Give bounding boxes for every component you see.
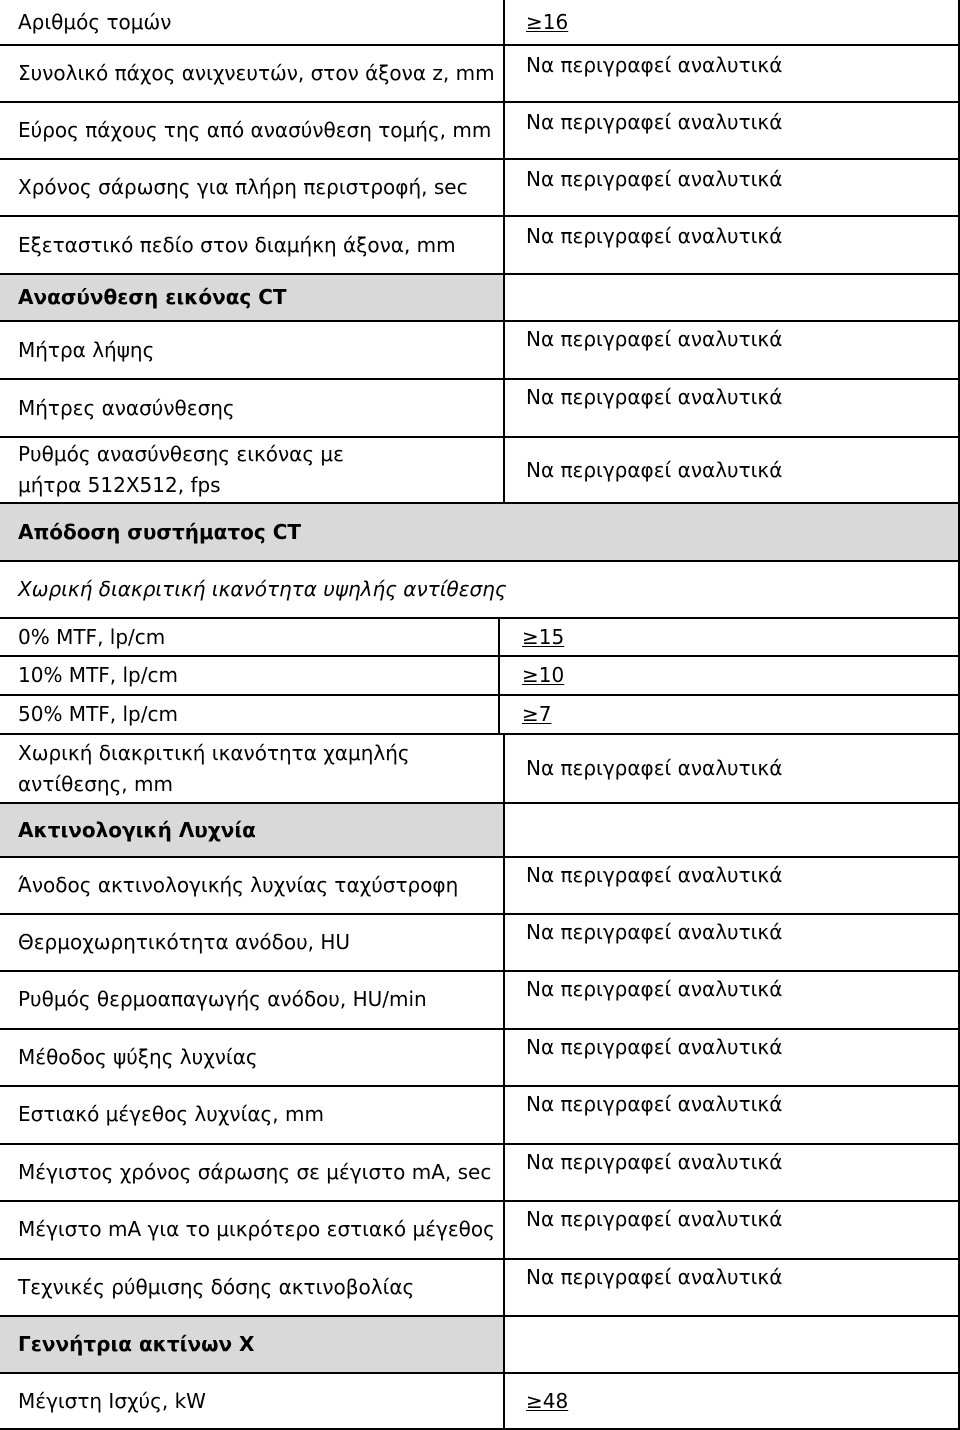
subsection-title: Χωρική διακριτική ικανότητα υψηλής αντίθεσης (18, 577, 507, 601)
table-row (0, 915, 960, 972)
spec-label: 0% MTF, lp/cm (18, 624, 166, 649)
spec-value: Να περιγραφεί αναλυτικά (503, 160, 960, 215)
spec-label: Θερμοχωρητικότητα ανόδου, HU (18, 930, 351, 954)
spec-label: Αριθμός τομών (18, 9, 172, 34)
table-row (0, 619, 960, 657)
table-row (0, 160, 960, 217)
table-row (0, 657, 960, 696)
table-row (0, 380, 960, 438)
spec-value: Να περιγραφεί αναλυτικά (503, 438, 960, 502)
section-title: Γεννήτρια ακτίνων Χ (18, 1332, 255, 1356)
spec-label: Χρόνος σάρωσης για πλήρη περιστροφή, sec (18, 175, 468, 199)
spec-label: 10% MTF, lp/cm (18, 663, 178, 687)
section-header-generator (0, 1317, 960, 1374)
spec-value-text: ≥10 (522, 663, 565, 687)
table-row (0, 1260, 960, 1317)
spec-value: Να περιγραφεί αναλυτικά (503, 858, 960, 913)
spec-label: Ρυθμός θερμοαπαγωγής ανόδου, HU/min (18, 987, 427, 1011)
table-row (0, 972, 960, 1030)
spec-value: Να περιγραφεί αναλυτικά (503, 915, 960, 970)
spec-value: Να περιγραφεί αναλυτικά (503, 1030, 960, 1085)
spec-label: Ρυθμός ανασύνθεσης εικόνας με μήτρα 512X512, fps (18, 442, 344, 497)
spec-label: Εξεταστικό πεδίο στον διαμήκη άξονα, mm (18, 232, 456, 257)
spec-value-text: ≥16 (526, 9, 569, 34)
spec-value-text: ≥48 (526, 1388, 569, 1413)
section-empty (503, 275, 960, 320)
spec-value: Να περιγραφεί αναλυτικά (503, 1260, 960, 1315)
spec-value: Να περιγραφεί αναλυτικά (503, 217, 960, 273)
spec-value: Να περιγραφεί αναλυτικά (503, 1202, 960, 1258)
spec-label: Μέγιστη Ισχύς, kW (18, 1388, 206, 1413)
spec-label: Χωρική διακριτική ικανότητα χαμηλής αντίθεσης, mm (18, 740, 410, 796)
table-row (0, 438, 960, 504)
table-row (0, 696, 960, 735)
table-row (0, 1087, 960, 1145)
spec-label: Τεχνικές ρύθμισης δόσης ακτινοβολίας (18, 1275, 415, 1299)
section-header-performance (0, 504, 960, 562)
spec-label: Εστιακό μέγεθος λυχνίας, mm (18, 1102, 324, 1126)
spec-label: Μήτρες ανασύνθεσης (18, 395, 235, 420)
table-row (0, 1202, 960, 1260)
table-row (0, 735, 960, 804)
section-header-recon (0, 275, 960, 322)
section-title: Ακτινολογική Λυχνία (18, 817, 256, 842)
spec-value: Να περιγραφεί αναλυτικά (503, 1145, 960, 1200)
table-row (0, 217, 960, 275)
spec-label: Μήτρα λήψης (18, 337, 155, 362)
section-title: Απόδοση συστήματος CT (0, 504, 960, 560)
spec-value: Να περιγραφεί αναλυτικά (503, 380, 960, 436)
subsection-header (0, 562, 960, 619)
spec-value: Να περιγραφεί αναλυτικά (503, 1087, 960, 1143)
spec-value (498, 619, 960, 655)
table-row (0, 858, 960, 915)
spec-value (498, 657, 960, 694)
spec-label: Μέγιστο mA για το μικρότερο εστιακό μέγεθος (18, 1217, 495, 1241)
spec-value: Να περιγραφεί αναλυτικά (503, 46, 960, 101)
spec-value: Να περιγραφεί αναλυτικά (503, 103, 960, 158)
spec-label: Μέθοδος ψύξης λυχνίας (18, 1045, 258, 1069)
spec-label: Συνολικό πάχος ανιχνευτών, στον άξονα z, mm (18, 61, 495, 85)
table-row (0, 1030, 960, 1087)
table-row (0, 322, 960, 380)
table-row (0, 1145, 960, 1202)
section-empty (503, 804, 960, 856)
spec-value (503, 1374, 960, 1428)
section-empty (503, 1317, 960, 1372)
spec-label: 50% MTF, lp/cm (18, 702, 178, 726)
spec-value: Να περιγραφεί αναλυτικά (503, 735, 960, 802)
spec-label: Εύρος πάχους της από ανασύνθεση τομής, mm (18, 118, 492, 142)
spec-value: Να περιγραφεί αναλυτικά (503, 972, 960, 1028)
spec-value-text: ≥7 (522, 702, 552, 726)
section-title: Ανασύνθεση εικόνας CT (18, 285, 287, 309)
table-row (0, 46, 960, 103)
section-header-tube (0, 804, 960, 858)
spec-label: Άνοδος ακτινολογικής λυχνίας ταχύστροφη (18, 873, 459, 897)
spec-value-text: ≥15 (522, 624, 565, 649)
table-row (0, 103, 960, 160)
spec-label: Μέγιστος χρόνος σάρωσης σε μέγιστο mA, sec (18, 1160, 492, 1184)
spec-value (503, 0, 960, 44)
table-row (0, 0, 960, 46)
spec-value (498, 696, 960, 733)
spec-value: Να περιγραφεί αναλυτικά (503, 322, 960, 378)
